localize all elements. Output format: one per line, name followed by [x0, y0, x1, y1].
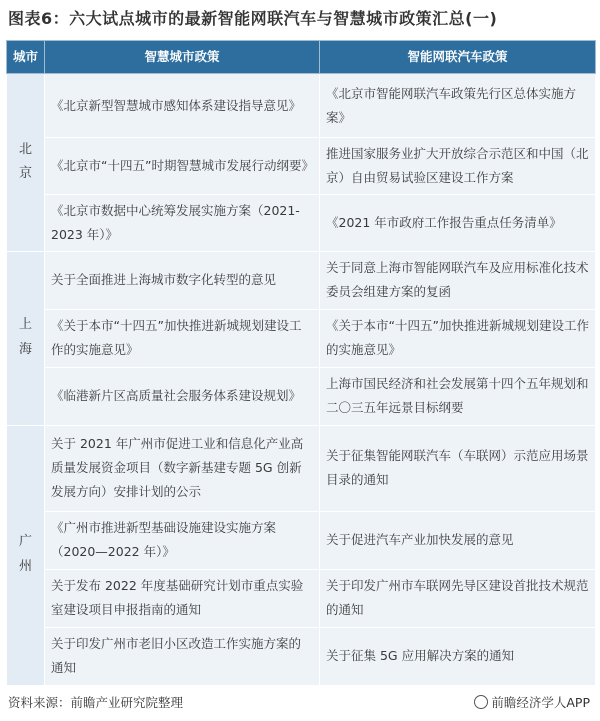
smart-city-policy-cell: 关于全面推进上海城市数字化转型的意见	[45, 251, 320, 309]
brand-logo-icon	[474, 695, 488, 709]
icv-policy-cell: 上海市国民经济和社会发展第十四个五年规划和二〇三五年远景目标纲要	[320, 367, 596, 425]
brand-name: 前瞻经济学人APP	[491, 695, 590, 710]
table-row	[7, 74, 596, 138]
icv-policy-cell: 关于印发广州市车联网先导区建设首批技术规范的通知	[320, 569, 596, 627]
icv-policy-cell: 《2021 年市政府工作报告重点任务清单》	[320, 195, 596, 252]
header-smart-city-policy: 智慧城市政策	[45, 41, 320, 74]
table-row	[7, 511, 596, 569]
smart-city-policy-cell: 关于印发广州市老旧小区改造工作实施方案的通知	[45, 627, 320, 685]
icv-policy-cell: 关于征集 5G 应用解决方案的通知	[320, 627, 596, 685]
city-cell-shanghai: 上海	[7, 251, 45, 425]
smart-city-policy-cell: 关于 2021 年广州市促进工业和信息化产业高质量发展资金项目（数字新基建专题 5G 创新发展方向）安排计划的公示	[45, 425, 320, 511]
table-row	[7, 569, 596, 627]
smart-city-policy-cell: 《北京新型智慧城市感知体系建设指导意见》	[45, 74, 320, 138]
table-header-row	[7, 41, 596, 74]
smart-city-policy-cell: 《广州市推进新型基础设施建设实施方案（2020—2022 年）》	[45, 511, 320, 569]
table-row	[7, 627, 596, 685]
chart-title: 图表6：六大试点城市的最新智能网联汽车与智慧城市政策汇总(一)	[8, 9, 498, 28]
policy-table	[6, 40, 596, 686]
smart-city-policy-cell: 《北京市“十四五”时期智慧城市发展行动纲要》	[45, 138, 320, 195]
icv-policy-cell: 推进国家服务业扩大开放综合示范区和中国（北京）自由贸易试验区建设工作方案	[320, 138, 596, 195]
table-row	[7, 251, 596, 309]
smart-city-policy-cell: 《关于本市“十四五”加快推进新城规划建设工作的实施意见》	[45, 309, 320, 367]
table-row	[7, 367, 596, 425]
city-cell-beijing: 北京	[7, 74, 45, 252]
icv-policy-cell: 《北京市智能网联汽车政策先行区总体实施方案》	[320, 74, 596, 138]
header-city: 城市	[7, 41, 45, 74]
icv-policy-cell: 关于同意上海市智能网联汽车及应用标准化技术委员会组建方案的复函	[320, 251, 596, 309]
icv-policy-cell: 《关于本市“十四五”加快推进新城规划建设工作的实施意见》	[320, 309, 596, 367]
table-row	[7, 138, 596, 195]
table-row	[7, 195, 596, 252]
icv-policy-cell: 关于促进汽车产业加快发展的意见	[320, 511, 596, 569]
table-row	[7, 309, 596, 367]
smart-city-policy-cell: 关于发布 2022 年度基础研究计划市重点实验室建设项目申报指南的通知	[45, 569, 320, 627]
brand-credit	[474, 693, 590, 711]
header-icv-policy: 智能网联汽车政策	[320, 41, 596, 74]
smart-city-policy-cell: 《临港新片区高质量社会服务体系建设规划》	[45, 367, 320, 425]
source-note: 资料来源：前瞻产业研究院整理	[8, 695, 184, 710]
icv-policy-cell: 关于征集智能网联汽车（车联网）示范应用场景目录的通知	[320, 425, 596, 511]
city-cell-guangzhou: 广州	[7, 425, 45, 685]
table-row	[7, 425, 596, 511]
smart-city-policy-cell: 《北京市数据中心统筹发展实施方案（2021-2023 年）》	[45, 195, 320, 252]
